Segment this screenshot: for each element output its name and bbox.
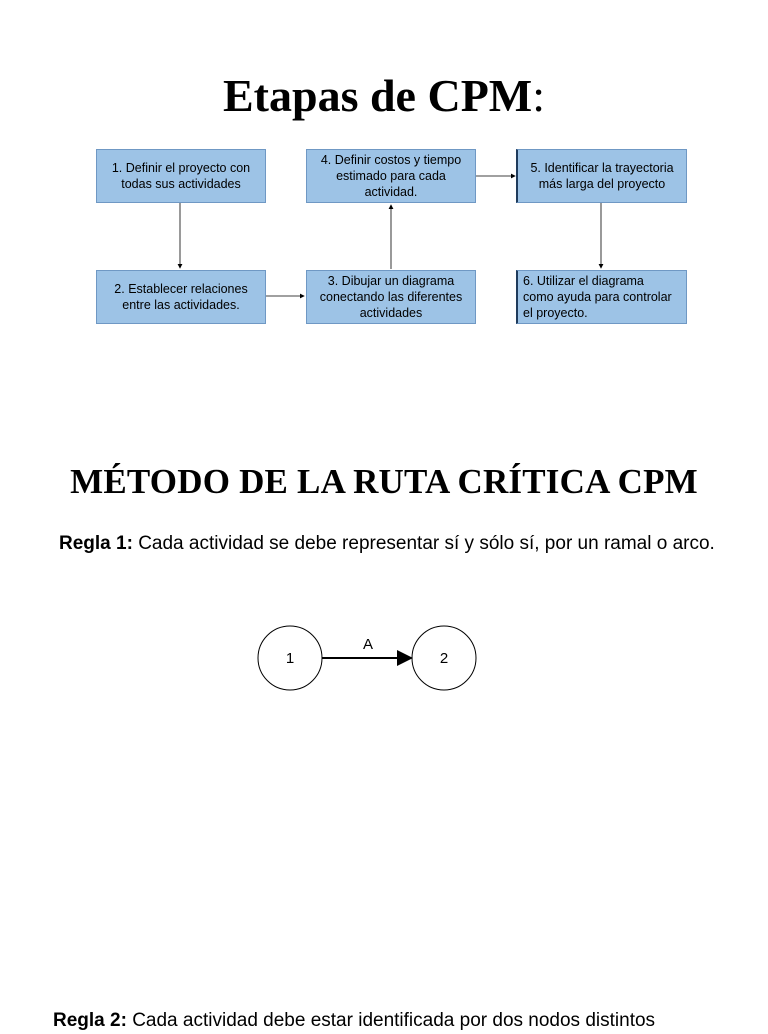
flow-step-6-line-2: como ayuda para controlar — [523, 290, 672, 304]
flow-step-3-line-2: conectando las diferentes — [319, 290, 463, 304]
flow-step-1 — [96, 149, 266, 203]
flow-step-2-line-2: entre las actividades. — [122, 298, 240, 312]
rule-1 — [59, 531, 719, 557]
activity-label: A — [362, 636, 374, 653]
flow-step-5-line-1: 5. Identificar la trayectoria — [530, 161, 674, 175]
flow-step-3-text — [320, 273, 462, 321]
flow-step-1-text — [112, 160, 250, 192]
cpm-stages-flowchart — [0, 0, 768, 340]
page-title-text: Etapas de CPM — [222, 70, 533, 121]
flow-step-4 — [306, 149, 476, 203]
flow-step-4-line-1: 4. Definir costos y tiempo — [320, 153, 462, 167]
node-end-label: 2 — [439, 650, 449, 667]
flow-step-6-text — [523, 273, 672, 321]
flow-step-5-text — [530, 160, 673, 192]
flow-step-4-line-2: estimado para cada — [336, 169, 446, 183]
flow-step-3-line-3: actividades — [359, 306, 423, 320]
rule-1-text: Cada actividad se debe representar sí y sólo sí, por un ramal o arco. — [132, 533, 715, 554]
flow-step-4-line-3: actividad. — [364, 185, 418, 199]
rule-2 — [53, 1008, 753, 1034]
flow-step-5 — [516, 149, 687, 203]
rule-1-label: Regla 1: — [59, 533, 133, 554]
flow-step-6-line-1: 6. Utilizar el diagrama — [523, 274, 644, 288]
section-title: MÉTODO DE LA RUTA CRÍTICA CPM — [70, 462, 698, 501]
flow-step-6-line-3: el proyecto. — [523, 306, 588, 320]
flow-step-2-line-1: 2. Establecer relaciones — [114, 282, 248, 296]
node-start-label: 1 — [285, 650, 295, 667]
flow-step-3 — [306, 270, 476, 324]
rule-2-label: Regla 2: — [53, 1010, 127, 1031]
page-title-colon: : — [532, 70, 545, 121]
flow-step-5-line-2: más larga del proyecto — [538, 177, 666, 191]
flow-step-2-text — [114, 281, 247, 313]
rule-2-text: Cada actividad debe estar identificada por dos nodos distintos — [126, 1010, 656, 1031]
flow-step-1-line-1: 1. Definir el proyecto con — [111, 161, 251, 175]
arc-example-diagram — [250, 620, 490, 700]
flow-step-6 — [516, 270, 687, 324]
flow-step-2 — [96, 270, 266, 324]
flow-step-1-line-2: todas sus actividades — [121, 177, 241, 191]
flow-step-4-text — [321, 152, 461, 200]
flow-step-3-line-1: 3. Dibujar un diagrama — [327, 274, 455, 288]
